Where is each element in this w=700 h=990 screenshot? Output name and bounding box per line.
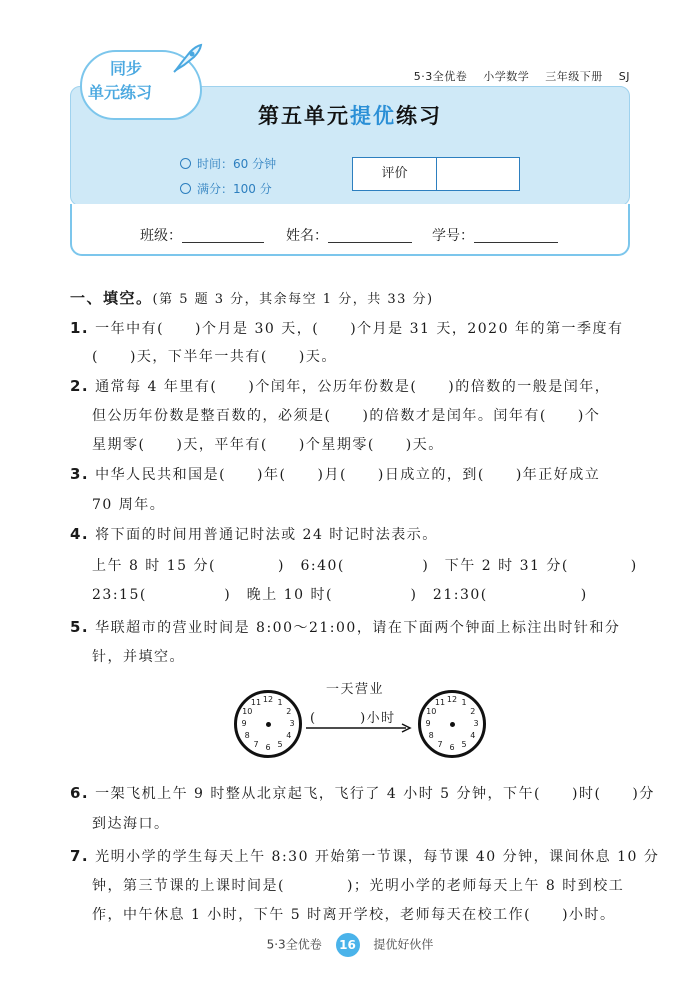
question-text: 一架飞机上午 9 时整从北京起飞，飞行了 4 小时 5 分钟，下午( )时( )分 <box>95 786 655 802</box>
class-blank[interactable] <box>182 242 264 243</box>
badge-line1: 同步 <box>110 59 143 78</box>
question-text: 中华人民共和国是( )年( )月( )日成立的，到( )年正好成立 <box>95 467 601 483</box>
clock-center <box>266 722 271 727</box>
clock-numeral: 6 <box>449 743 455 752</box>
footer-brand: 5·3全优卷 <box>266 937 322 952</box>
clock-numeral: 12 <box>262 695 274 704</box>
question-7-line1 <box>70 846 659 866</box>
question-number: 3. <box>70 465 90 483</box>
question-6-line2: 到达海口。 <box>92 816 170 832</box>
clock-numeral: 2 <box>286 707 292 716</box>
clock-numeral: 1 <box>277 698 283 708</box>
page-footer <box>0 933 700 957</box>
clock-icon <box>180 158 191 169</box>
class-label: 班级： <box>140 228 182 244</box>
question-number: 6. <box>70 784 90 802</box>
clock-face-open[interactable] <box>234 690 302 758</box>
question-number: 4. <box>70 525 90 543</box>
section-heading: 一、填空。 <box>70 289 153 307</box>
clock-numeral: 4 <box>470 731 476 740</box>
title-highlight: 提优 <box>350 104 396 128</box>
question-7-line3: 作，中午休息 1 小时，下午 5 时离开学校，老师每天在校工作( )小时。 <box>92 907 616 923</box>
question-5-line2: 针，并填空。 <box>92 649 185 665</box>
hours-blank[interactable]: ( )小时 <box>310 711 396 726</box>
id-field[interactable] <box>432 225 558 245</box>
clock-numeral: 9 <box>425 719 431 728</box>
clock-numeral: 5 <box>277 739 283 749</box>
section-title <box>70 287 434 308</box>
badge-line2: 单元练习 <box>88 83 153 102</box>
name-label: 姓名： <box>286 228 328 244</box>
question-number: 2. <box>70 377 90 395</box>
id-blank[interactable] <box>474 242 558 243</box>
clock-caption: 一天营业 <box>326 682 385 697</box>
question-text: 将下面的时间用普通记时法或 24 时记时法表示。 <box>95 527 438 543</box>
question-text: 通常每 4 年里有( )个闰年，公历年份数是( )的倍数的一般是闰年， <box>95 379 611 395</box>
question-2-line3: 星期零( )天，平年有( )个星期零( )天。 <box>92 437 444 453</box>
footer-slogan: 提优好伙伴 <box>373 937 434 952</box>
page-title <box>0 100 700 130</box>
clock-numeral: 10 <box>426 707 437 716</box>
question-text: 光明小学的学生每天上午 8:30 开始第一节课，每节课 40 分钟，课间休息 10 分 <box>95 849 660 865</box>
question-1-line1 <box>70 318 623 338</box>
question-number: 1. <box>70 319 90 337</box>
clock-numeral: 1 <box>461 698 467 708</box>
clock-center <box>450 722 455 727</box>
time-info <box>180 155 276 172</box>
question-2-line2: 但公历年份数是整百数的，必须是( )的倍数才是闰年。闰年有( )个 <box>92 408 601 424</box>
clock-numeral: 5 <box>461 739 467 749</box>
check-icon <box>180 183 191 194</box>
series-grade: 三年级下册 <box>545 70 603 83</box>
question-number: 5. <box>70 618 90 636</box>
rocket-icon <box>168 42 204 78</box>
clock-face-close[interactable] <box>418 690 486 758</box>
series-brand: 5·3全优卷 <box>413 70 468 83</box>
id-label: 学号： <box>432 228 474 244</box>
evaluation-label: 评价 <box>353 158 437 190</box>
class-field[interactable] <box>140 225 264 245</box>
clock-numeral: 12 <box>446 695 458 704</box>
clock-numeral: 8 <box>244 731 250 740</box>
page-number: 16 <box>336 933 360 957</box>
question-4-line1 <box>70 524 438 544</box>
question-7-line2: 钟，第三节课的上课时间是( )；光明小学的老师每天上午 8 时到校工 <box>92 878 625 894</box>
question-1-line2: ( )天，下半年一共有( )天。 <box>92 349 337 365</box>
evaluation-field[interactable] <box>437 158 519 190</box>
score-info <box>180 180 272 197</box>
question-number: 7. <box>70 847 90 865</box>
series-subject: 小学数学 <box>483 70 530 83</box>
clock-numeral: 4 <box>286 731 292 740</box>
name-field[interactable] <box>286 225 412 245</box>
clock-numeral: 2 <box>470 707 476 716</box>
clock-numeral: 11 <box>250 698 262 708</box>
clock-numeral: 3 <box>473 719 479 728</box>
question-4-line2: 上午 8 时 15 分( ) 6:40( ) 下午 2 时 31 分( ) <box>92 558 638 574</box>
title-part2: 练习 <box>396 104 442 128</box>
question-4-line3: 23:15( ) 晚上 10 时( ) 21:30( ) <box>92 587 588 603</box>
arrow-icon <box>306 722 412 734</box>
section-note: (第 5 题 3 分，其余每空 1 分，共 33 分) <box>152 292 434 307</box>
name-blank[interactable] <box>328 242 412 243</box>
score-label: 满分：100 分 <box>197 182 272 196</box>
time-label: 时间：60 分钟 <box>197 157 277 171</box>
series-info <box>402 68 630 84</box>
title-part1: 第五单元 <box>258 104 350 128</box>
clock-numeral: 3 <box>289 719 295 728</box>
evaluation-box <box>352 157 520 191</box>
question-2-line1 <box>70 376 610 396</box>
series-edition: SJ <box>618 70 630 83</box>
clock-numeral: 10 <box>242 707 253 716</box>
question-6-line1 <box>70 783 655 803</box>
clock-numeral: 8 <box>428 731 434 740</box>
clock-numeral: 11 <box>434 698 446 708</box>
question-text: 一年中有( )个月是 30 天，( )个月是 31 天，2020 年的第一季度有 <box>95 321 624 337</box>
question-3-line1 <box>70 464 600 484</box>
question-text: 华联超市的营业时间是 8:00～21:00，请在下面两个钟面上标注出时针和分 <box>95 620 621 636</box>
clock-numeral: 6 <box>265 743 271 752</box>
clock-numeral: 7 <box>437 739 443 749</box>
question-5-line1 <box>70 617 620 637</box>
clock-numeral: 9 <box>241 719 247 728</box>
clock-numeral: 7 <box>253 739 259 749</box>
question-3-line2: 70 周年。 <box>92 497 166 513</box>
